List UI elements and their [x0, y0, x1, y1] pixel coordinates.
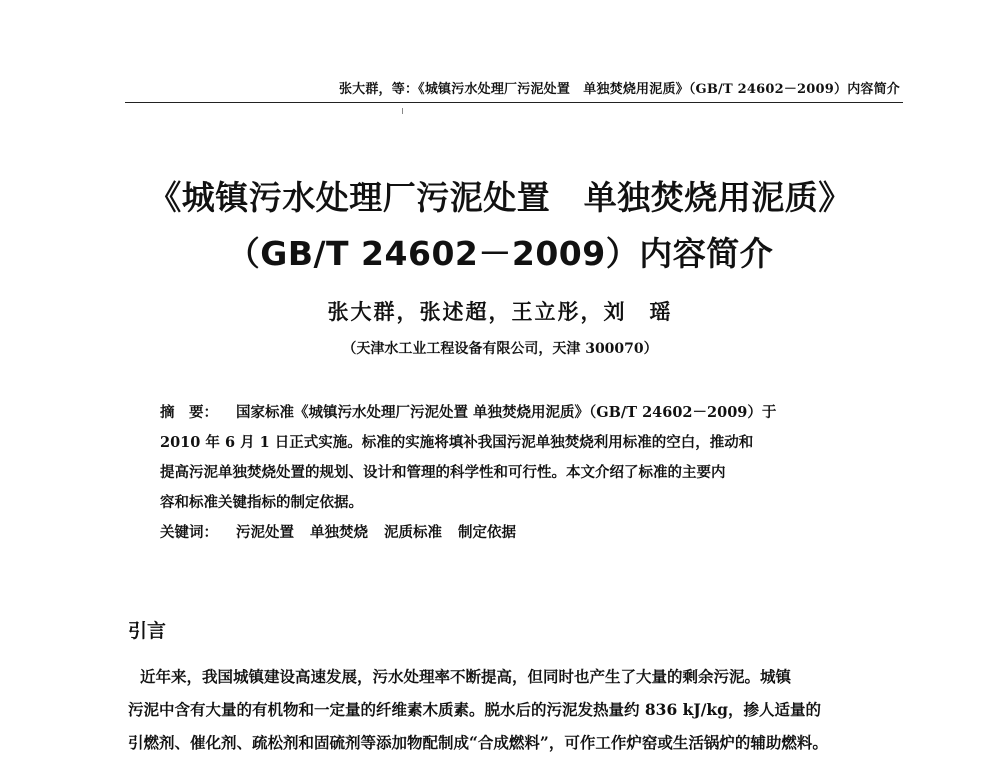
running-head: 张大群，等：《城镇污水处理厂污泥处置 单独焚烧用泥质》（GB/T 24602－2009）内容简介	[338, 82, 900, 97]
keyword: 污泥处置	[236, 524, 294, 541]
abstract-line: 容和标准关键指标的制定依据。	[160, 494, 363, 511]
keyword: 单独焚烧	[310, 524, 368, 541]
abstract-line	[160, 398, 880, 428]
authors: 张大群，张述超，王立彤，刘 瑶	[327, 299, 673, 324]
abstract-block	[160, 398, 880, 548]
body-line: 污泥中含有大量的有机物和一定量的纤维素木质素。脱水后的污泥发热量约 836 kJ/kg，掺人适量的	[128, 700, 821, 719]
body-line: 近年来，我国城镇建设高速发展，污水处理率不断提高，但同时也产生了大量的剩余污泥。城镇	[140, 667, 792, 686]
section-body	[128, 660, 908, 759]
affiliation: （天津水工业工程设备有限公司，天津 300070）	[342, 341, 658, 357]
abstract-line: 2010 年 6 月 1 日正式实施。标准的实施将填补我国污泥单独焚烧利用标准的空白，推动和	[160, 434, 754, 451]
body-line: 引燃剂、催化剂、疏松剂和固硫剂等添加物配制成“合成燃料”，可作工作炉窑或生活锅炉的辅助燃料。	[128, 733, 828, 752]
keywords-label: 关键词：	[160, 525, 218, 541]
scan-mark	[402, 108, 403, 114]
section-heading: 引言	[128, 620, 167, 642]
header-rule	[125, 102, 903, 103]
keywords-line	[160, 518, 880, 548]
abstract-line: 提高污泥单独焚烧处置的规划、设计和管理的科学性和可行性。本文介绍了标准的主要内	[160, 464, 726, 481]
keyword: 制定依据	[458, 524, 516, 541]
title-line-2: （GB/T 24602－2009）内容简介	[226, 234, 774, 273]
title-line-1: 《城镇污水处理厂污泥处置 单独焚烧用泥质》	[148, 178, 852, 217]
keyword: 泥质标准	[384, 524, 442, 541]
abstract-text: 国家标准《城镇污水处理厂污泥处置 单独焚烧用泥质》（GB/T 24602－2009）于	[236, 404, 777, 421]
abstract-label: 摘 要：	[160, 405, 218, 421]
